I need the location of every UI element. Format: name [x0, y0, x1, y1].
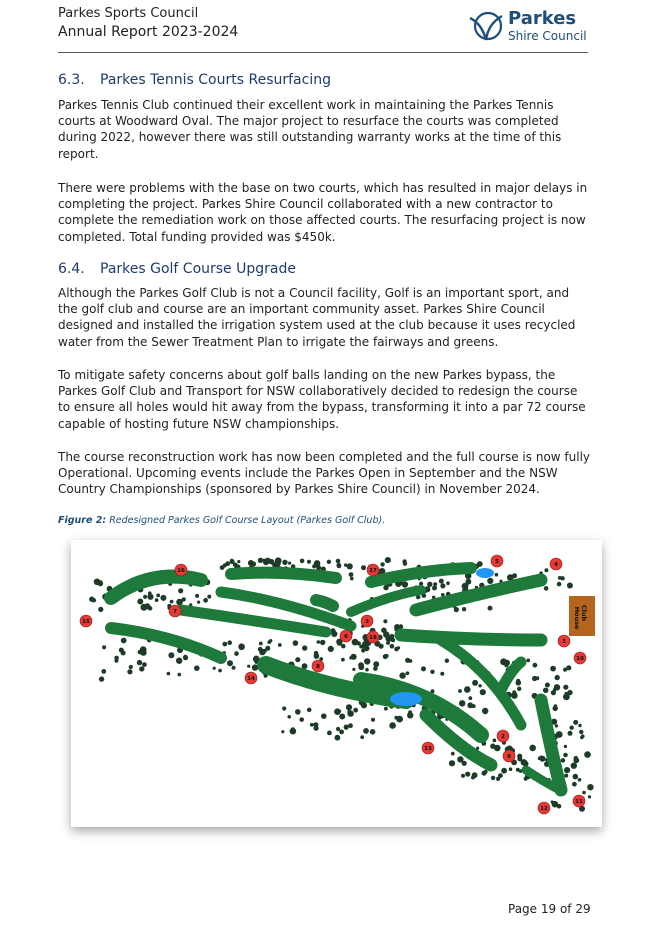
page-number: Page 19 of 29 — [508, 902, 591, 916]
water-hazard — [476, 568, 494, 578]
tree — [494, 745, 501, 752]
tree — [458, 689, 462, 693]
hole-number: 11 — [575, 799, 583, 805]
tree — [293, 640, 299, 646]
tree — [348, 723, 353, 728]
tree — [570, 726, 574, 730]
tree — [321, 713, 327, 719]
tree — [556, 731, 563, 738]
tree — [344, 563, 347, 566]
hole-number: 6 — [344, 634, 348, 640]
tree — [227, 660, 233, 666]
hole-number: 4 — [554, 562, 558, 568]
hole-marker — [361, 615, 373, 627]
hole-marker — [367, 564, 379, 576]
tree — [102, 645, 106, 649]
hole-marker — [80, 615, 92, 627]
tree — [99, 580, 103, 584]
hole-number: 16 — [177, 568, 185, 574]
hole-marker — [312, 660, 324, 672]
tree — [553, 688, 557, 692]
hole-marker — [538, 802, 550, 814]
tree — [564, 774, 568, 778]
hole-number: 14 — [247, 676, 255, 682]
tree — [579, 730, 583, 734]
tree — [383, 619, 387, 623]
tree — [167, 672, 171, 676]
tree — [478, 684, 481, 687]
tree — [512, 690, 516, 694]
section-number: 6.4. — [58, 261, 85, 277]
tree — [394, 647, 399, 652]
hole-marker — [503, 750, 515, 762]
tree — [307, 708, 312, 713]
tree — [178, 588, 183, 593]
tree — [433, 582, 437, 586]
tree — [176, 599, 183, 606]
tree — [360, 735, 364, 739]
tree — [482, 771, 487, 776]
tree — [195, 594, 199, 598]
tree — [517, 687, 521, 691]
hole-number: 18 — [369, 635, 377, 641]
tree — [464, 686, 471, 693]
tree — [480, 689, 486, 695]
tree — [482, 708, 488, 714]
tree — [568, 731, 573, 736]
hole-number: 7 — [173, 609, 177, 615]
tree — [451, 752, 455, 756]
hole-marker — [422, 742, 434, 754]
tree — [178, 673, 182, 677]
tree — [176, 658, 182, 664]
tree — [578, 778, 582, 782]
fairway — [361, 680, 481, 735]
hole-marker — [245, 672, 257, 684]
tree — [430, 670, 434, 674]
hole-marker — [169, 605, 181, 617]
tree — [295, 709, 301, 715]
tree — [232, 666, 236, 670]
tree — [555, 675, 560, 680]
tree — [573, 720, 578, 725]
tree — [363, 728, 369, 734]
tree — [140, 649, 147, 656]
tree — [352, 639, 359, 646]
tree — [439, 579, 444, 584]
tree — [282, 560, 287, 565]
section-heading-tennis — [58, 72, 331, 88]
tree — [121, 638, 127, 644]
fairway — [111, 628, 221, 658]
golf-course-map — [71, 540, 602, 827]
tree — [574, 756, 578, 760]
paragraph: Parkes Tennis Club continued their excellent work in maintaining the Parkes Tennis courts at Woodward Oval. The major project to resurface the courts was completed during 2022, however there was still outstanding warranty works at the time of this report. — [58, 98, 562, 161]
tree — [461, 774, 465, 778]
tree — [371, 718, 375, 722]
figure-caption — [58, 515, 385, 526]
tree — [370, 729, 376, 735]
tree — [467, 702, 473, 708]
fairway — [501, 662, 521, 690]
tree — [563, 753, 568, 758]
tree — [101, 669, 106, 674]
tree — [409, 659, 413, 663]
tree — [147, 606, 151, 610]
tree — [259, 642, 263, 646]
section-title: Parkes Golf Course Upgrade — [100, 261, 296, 277]
tree — [362, 641, 366, 645]
tree — [203, 598, 208, 603]
tree — [237, 560, 240, 563]
tree — [127, 669, 132, 674]
tree — [564, 767, 570, 773]
tree — [561, 758, 566, 763]
hole-number: 1 — [562, 639, 566, 645]
tree — [446, 581, 450, 585]
tree — [466, 579, 472, 585]
hole-marker — [367, 631, 379, 643]
hole-marker — [558, 635, 570, 647]
tree — [465, 772, 470, 777]
tree — [348, 565, 352, 569]
tree — [440, 672, 444, 676]
header-org: Parkes Sports Council — [58, 6, 199, 21]
tree — [509, 767, 513, 771]
tree — [578, 724, 581, 727]
tree — [488, 606, 493, 611]
hole-number: 8 — [316, 664, 320, 670]
tree — [139, 666, 144, 671]
tree — [194, 665, 200, 671]
tree — [551, 800, 554, 803]
tree — [338, 710, 341, 713]
tree — [572, 782, 577, 787]
tree — [495, 573, 499, 577]
tree — [222, 642, 227, 647]
tree — [353, 708, 358, 713]
tree — [142, 662, 147, 667]
fairway — [316, 600, 333, 606]
tree — [213, 667, 216, 670]
tree — [310, 723, 314, 727]
tree — [238, 644, 245, 651]
tree — [258, 647, 263, 652]
tree — [337, 564, 342, 569]
tree — [129, 665, 133, 669]
tree — [341, 658, 345, 662]
tree — [432, 586, 437, 591]
header-divider — [58, 52, 588, 53]
tree — [501, 768, 507, 774]
hole-number: 5 — [495, 559, 499, 565]
tree — [491, 776, 495, 780]
tree — [218, 669, 222, 673]
page-header — [58, 6, 588, 52]
tree — [573, 774, 579, 780]
fairway — [371, 568, 471, 582]
tree — [115, 658, 118, 661]
paragraph: The course reconstruction work has now been completed and the full course is now fully Operational. Upcoming events include the Parkes Open in September and the NSW Country Championships (sponsored by Parkes Shire Council) in November 2024. — [58, 450, 591, 497]
tree — [197, 601, 200, 604]
tree — [571, 763, 577, 769]
tree — [512, 573, 517, 578]
tree — [581, 734, 585, 738]
fairway — [231, 573, 336, 578]
tree — [336, 559, 341, 564]
tree — [361, 648, 365, 652]
tree — [281, 730, 284, 733]
tree — [421, 666, 426, 671]
fairway — [401, 635, 541, 640]
tree — [315, 562, 320, 567]
header-report-title: Annual Report 2023-2024 — [58, 24, 239, 40]
tree — [557, 804, 562, 809]
clubhouse-label: Club — [580, 604, 588, 622]
tree — [251, 562, 256, 567]
council-logo — [468, 8, 590, 46]
tree — [543, 688, 549, 694]
tree — [445, 659, 449, 663]
tree — [352, 668, 355, 671]
tree — [207, 595, 211, 599]
tree — [379, 644, 384, 649]
tree — [504, 660, 510, 666]
tree — [364, 658, 370, 664]
tree — [399, 672, 405, 678]
tree — [155, 598, 159, 602]
tree — [406, 671, 410, 675]
tree — [440, 583, 445, 588]
hole-marker — [340, 630, 352, 642]
tree — [524, 777, 528, 781]
hole-marker — [497, 730, 509, 742]
tree — [267, 640, 271, 644]
tree — [389, 722, 396, 729]
tree — [544, 586, 549, 591]
tree — [143, 595, 147, 599]
hole-number: 2 — [501, 734, 505, 740]
tree — [462, 607, 466, 611]
figure-label: Figure 2: — [58, 515, 107, 526]
tree — [234, 651, 239, 656]
hole-marker — [573, 795, 585, 807]
tree — [557, 582, 562, 587]
tree — [550, 666, 556, 672]
tree — [287, 715, 291, 719]
tree — [567, 583, 573, 589]
tree — [290, 728, 297, 735]
tree — [383, 654, 388, 659]
tree — [584, 751, 591, 758]
tree — [265, 646, 270, 651]
paragraph: Although the Parkes Golf Club is not a Council facility, Golf is an important sport, and the golf club and course are an important community asset. Parkes Shire Council designed and installed the irrigation system used at the club because it uses recycled water from the Sewer Treatment Plan to irrigate the fairways and greens. — [58, 286, 576, 349]
tree — [564, 745, 567, 748]
tree — [582, 791, 586, 795]
tree — [227, 640, 232, 645]
tree — [156, 594, 160, 598]
tree — [493, 739, 497, 743]
hole-marker — [175, 564, 187, 576]
section-title: Parkes Tennis Courts Resurfacing — [100, 72, 331, 88]
tree — [349, 572, 354, 577]
tree — [335, 735, 341, 741]
tree — [339, 714, 345, 720]
tree — [344, 725, 349, 730]
hole-number: 12 — [540, 806, 548, 812]
hole-number: 10 — [576, 656, 584, 662]
tree — [558, 576, 562, 580]
tree — [223, 563, 227, 567]
tree — [247, 665, 250, 668]
hole-marker — [550, 558, 562, 570]
tree — [384, 707, 388, 711]
tree — [320, 640, 325, 645]
tree — [248, 562, 251, 565]
clubhouse-label: House — [573, 606, 581, 630]
tree — [535, 676, 539, 680]
tree — [487, 578, 493, 584]
course-layout-image — [71, 540, 602, 827]
tree — [302, 645, 307, 650]
tree — [539, 756, 543, 760]
tree — [449, 760, 455, 766]
logo-text-primary: Parkes — [508, 8, 577, 29]
tree — [314, 653, 320, 659]
tree — [89, 597, 94, 602]
tree — [99, 676, 104, 681]
tree — [327, 560, 331, 564]
hole-number: 17 — [369, 568, 377, 574]
tree — [385, 557, 391, 563]
paragraph: There were problems with the base on two courts, which has resulted in major delays in completing the project. Parkes Shire Council collaborated with a new contractor to complete the remediation work on those affected courts. The resurfacing project is now completed. Total funding provided was $450k. — [58, 181, 588, 244]
hole-number: 3 — [365, 619, 369, 625]
tree — [299, 717, 304, 722]
tree — [336, 727, 340, 731]
tree — [295, 657, 300, 662]
tree — [563, 693, 570, 700]
tree — [288, 562, 291, 565]
tree — [278, 643, 282, 647]
tree — [516, 679, 520, 683]
tree — [563, 685, 568, 690]
tree — [168, 652, 174, 658]
tree — [403, 562, 407, 566]
tree — [459, 700, 465, 706]
tree — [427, 582, 432, 587]
tree — [554, 704, 558, 708]
tree — [587, 784, 593, 790]
tree — [526, 659, 530, 663]
tree — [390, 644, 395, 649]
tree — [496, 777, 500, 781]
tree — [282, 706, 286, 710]
tree — [313, 722, 318, 727]
tree — [137, 660, 142, 665]
tree — [407, 712, 413, 718]
hole-number: 15 — [82, 619, 90, 625]
tree — [396, 716, 403, 723]
tree — [328, 646, 334, 652]
tree — [359, 645, 362, 648]
hole-marker — [574, 652, 586, 664]
section-number: 6.3. — [58, 72, 85, 88]
tree — [269, 559, 275, 565]
tree — [230, 559, 235, 564]
hole-marker — [491, 555, 503, 567]
tree — [517, 757, 522, 762]
tree — [349, 656, 352, 659]
tree — [472, 680, 478, 686]
tree — [147, 594, 153, 600]
tree — [533, 663, 538, 668]
tree — [468, 696, 472, 700]
tree — [555, 724, 558, 727]
logo-mark-icon — [468, 10, 504, 46]
tree — [339, 730, 344, 735]
tree — [363, 636, 367, 640]
tree — [373, 661, 379, 667]
tree — [380, 562, 384, 566]
tree — [566, 665, 571, 670]
tree — [350, 577, 354, 581]
tree — [317, 640, 321, 644]
tree — [358, 664, 364, 670]
tree — [275, 557, 282, 564]
tree — [170, 600, 174, 604]
tree — [365, 668, 369, 672]
fairway — [111, 577, 201, 598]
logo-text-secondary: Shire Council — [508, 29, 587, 43]
tree — [529, 745, 536, 752]
water-hazard — [390, 692, 422, 706]
tree — [121, 651, 126, 656]
tree — [545, 683, 550, 688]
tree — [300, 559, 305, 564]
tree — [137, 599, 143, 605]
tree — [327, 731, 332, 736]
tree — [98, 607, 103, 612]
tree — [361, 565, 366, 570]
paragraph: To mitigate safety concerns about golf balls landing on the new Parkes bypass, the Parkes Golf Club and Transport for NSW collaboratively decided to redesign the course to ensure all holes would hit away from the bypass, transforming it into a par 72 course capable of hosting future NSW championships. — [58, 368, 586, 431]
hole-number: 9 — [507, 754, 511, 760]
tree — [337, 641, 342, 646]
tree — [588, 795, 591, 798]
hole-number: 13 — [424, 746, 432, 752]
section-heading-golf — [58, 261, 296, 277]
tree — [263, 559, 269, 565]
tree — [183, 655, 188, 660]
figure-caption-text: Redesigned Parkes Golf Course Layout (Parkes Golf Club). — [109, 515, 386, 526]
tree — [307, 560, 311, 564]
tree — [472, 772, 478, 778]
tree — [544, 568, 548, 572]
tree — [346, 704, 352, 710]
tree — [383, 631, 389, 637]
tree — [457, 756, 463, 762]
tree — [160, 595, 166, 601]
